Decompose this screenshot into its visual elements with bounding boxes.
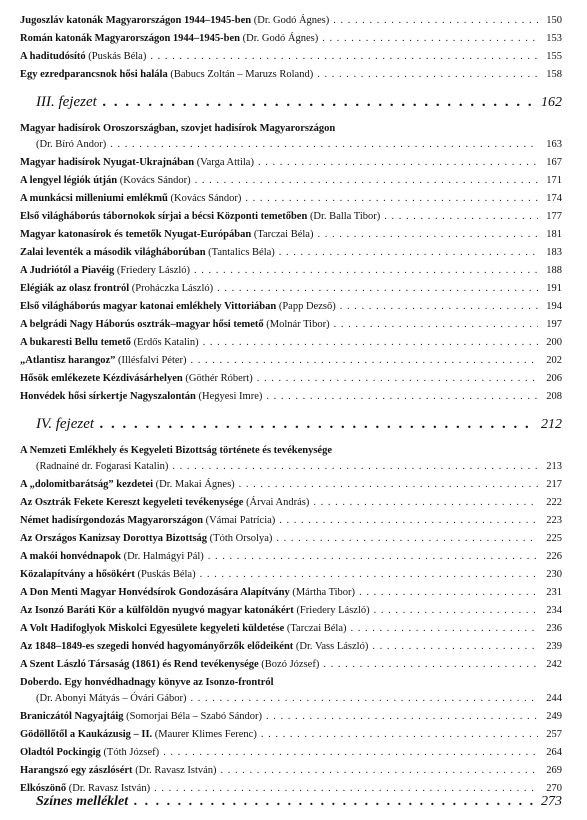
entry-page: 174 xyxy=(546,193,562,204)
entry-title: „Atlantisz harangoz” xyxy=(20,355,116,366)
entry-page: 155 xyxy=(546,51,562,62)
entry-title: Közalapítvány a hősökért xyxy=(20,569,135,580)
entry-author: (Molnár Tibor) xyxy=(263,319,330,330)
entry-page: 270 xyxy=(546,783,562,794)
entry-page: 150 xyxy=(546,15,562,26)
entry-author: (Maurer Klimes Ferenc) xyxy=(152,729,257,740)
toc-entry xyxy=(20,550,562,563)
entry-page: 194 xyxy=(546,301,562,312)
entry-title: Egy ezredparancsnok hősi halála xyxy=(20,69,168,80)
toc-entry-continuation xyxy=(36,460,562,473)
entry-title: A makói honvédnapok xyxy=(20,551,121,562)
entry-page: 217 xyxy=(546,479,562,490)
entry-title: Honvédek hősi sírkertje Nagyszalontán xyxy=(20,391,196,402)
entry-title: Román katonák Magyarországon 1944–1945-ben xyxy=(20,33,241,44)
entry-author: (Vámai Patrícia) xyxy=(202,515,276,526)
entry-author: (Erdős Katalin) xyxy=(130,337,199,348)
toc-entry xyxy=(20,568,562,581)
entry-page: 225 xyxy=(546,533,562,544)
toc-entry xyxy=(20,532,562,545)
entry-title: A Don Menti Magyar Honvédsírok Gondozására Alapítvány xyxy=(20,587,290,598)
entry-title: Első világháborús tábornokok sírjai a bécsi Központi temetőben xyxy=(20,211,308,222)
toc-entry xyxy=(20,156,562,169)
entry-page: 231 xyxy=(546,587,562,598)
toc-entry xyxy=(20,746,562,759)
toc-entry xyxy=(20,300,562,313)
toc-entry xyxy=(20,390,562,403)
appendix-heading xyxy=(36,794,562,810)
entry-author: (Puskás Béla) xyxy=(134,569,196,580)
entry-author: (Kovács Sándor) xyxy=(117,175,191,186)
entry-title: A „dolomitbarátság” kezdetei xyxy=(20,479,153,490)
toc-entry xyxy=(20,604,562,617)
entry-page: 171 xyxy=(546,175,562,186)
toc-entry xyxy=(20,14,562,27)
toc-entry xyxy=(20,264,562,277)
entry-page: 239 xyxy=(546,641,562,652)
entry-page: 153 xyxy=(546,33,562,44)
entry-page: 158 xyxy=(546,69,562,80)
entry-title: Német hadisírgondozás Magyarországon xyxy=(20,515,203,526)
chapter-page: 212 xyxy=(541,417,562,432)
entry-title: Magyar katonasírok és temetők Nyugat-Európában xyxy=(20,229,252,240)
entry-author: (Dr. Ravasz István) xyxy=(66,783,151,794)
toc-entry xyxy=(20,192,562,205)
entry-author: (Tarczai Béla) xyxy=(251,229,314,240)
entry-page: 163 xyxy=(546,139,562,150)
entry-title: A belgrádi Nagy Háborús osztrák–magyar hősi temető xyxy=(20,319,264,330)
toc-entry xyxy=(20,622,562,635)
toc-entry xyxy=(20,228,562,241)
entry-author: (Papp Dezső) xyxy=(276,301,336,312)
entry-title: Oladtól Pockingig xyxy=(20,747,101,758)
toc-entry xyxy=(20,210,562,223)
entry-author: (Tantalics Béla) xyxy=(205,247,275,258)
entry-author: (Friedery László) xyxy=(114,265,191,276)
entry-title: A Szent László Társaság (1861) és Rend tevékenysége xyxy=(20,659,259,670)
entry-title: Első világháborús magyar katonai emlékhely Vittoriában xyxy=(20,301,277,312)
toc-entry xyxy=(20,336,562,349)
toc-entry xyxy=(20,354,562,367)
entry-title: A haditudósító xyxy=(20,51,86,62)
entry-page: 208 xyxy=(546,391,562,402)
entry-title: A lengyel légiók útján xyxy=(20,175,118,186)
entry-page: 257 xyxy=(546,729,562,740)
appendix-page: 273 xyxy=(541,794,562,809)
toc-entry-continuation xyxy=(36,692,562,705)
chapter-heading xyxy=(36,94,562,111)
toc-entry xyxy=(20,50,562,63)
toc-entry xyxy=(20,764,562,777)
entry-author: (Dr. Godó Ágnes) xyxy=(240,33,319,44)
entry-title: A bukaresti Bellu temető xyxy=(20,337,131,348)
chapter-title: III. fejezet xyxy=(36,94,97,110)
toc-entry xyxy=(20,68,562,81)
chapter-page: 162 xyxy=(541,95,562,110)
entry-title: Az 1848–1849-es szegedi honvéd hagyományőrzők elődeiként xyxy=(20,641,294,652)
entry-author: (Dr. Makai Ágnes) xyxy=(153,479,235,490)
entry-page: 197 xyxy=(546,319,562,330)
entry-title: Harangszó egy zászlósért xyxy=(20,765,133,776)
entry-author: (Dr. Vass László) xyxy=(293,641,369,652)
entry-title: A Nemzeti Emlékhely és Kegyeleti Bizottság története és tevékenysége xyxy=(20,445,332,456)
entry-author: (Friedery László) xyxy=(293,605,370,616)
entry-page: 249 xyxy=(546,711,562,722)
entry-title: Braniczától Nagyajtáig xyxy=(20,711,124,722)
entry-page: 234 xyxy=(546,605,562,616)
entry-title: Magyar hadisírok Oroszországban, szovjet hadisírok Magyarországon xyxy=(20,123,336,134)
appendix-title: Színes melléklet xyxy=(36,794,129,809)
entry-author: (Varga Attila) xyxy=(194,157,254,168)
entry-author: (Dr. Halmágyi Pál) xyxy=(120,551,204,562)
entry-page: 244 xyxy=(546,693,562,704)
toc-entry xyxy=(20,122,562,135)
entry-author: (Tóth Orsolya) xyxy=(207,533,273,544)
entry-page: 236 xyxy=(546,623,562,634)
entry-title: A Volt Hadifoglyok Miskolci Egyesülete kegyeleti küldetése xyxy=(20,623,285,634)
entry-author: (Hegyesi Imre) xyxy=(195,391,263,402)
entry-author: (Puskás Béla) xyxy=(85,51,147,62)
toc-entry xyxy=(20,496,562,509)
entry-author: (Dr. Bíró Andor) xyxy=(36,139,107,150)
entry-author: (Babucs Zoltán – Maruzs Roland) xyxy=(167,69,314,80)
entry-page: 177 xyxy=(546,211,562,222)
entry-author: (Tarczai Béla) xyxy=(284,623,347,634)
entry-page: 226 xyxy=(546,551,562,562)
entry-page: 269 xyxy=(546,765,562,776)
entry-author: (Dr. Balla Tibor) xyxy=(307,211,381,222)
toc-entry xyxy=(20,318,562,331)
entry-author: (Illésfalvi Péter) xyxy=(115,355,187,366)
entry-title: A Judriótól a Piavéig xyxy=(20,265,115,276)
entry-title: Hősök emlékezete Kézdivásárhelyen xyxy=(20,373,183,384)
entry-page: 222 xyxy=(546,497,562,508)
entry-author: (Somorjai Béla – Szabó Sándor) xyxy=(123,711,263,722)
entry-author: (Bozó József) xyxy=(258,659,320,670)
entry-title: Jugoszláv katonák Magyarországon 1944–1945-ben xyxy=(20,15,252,26)
toc-entry xyxy=(20,32,562,45)
entry-author: (Proháczka László) xyxy=(129,283,214,294)
entry-page: 202 xyxy=(546,355,562,366)
entry-author: (Mártha Tibor) xyxy=(289,587,356,598)
entry-author: (Dr. Ravasz István) xyxy=(132,765,217,776)
entry-title: Gödöllőtől a Kaukázusig – II. xyxy=(20,729,153,740)
entry-author: (Göthér Róbert) xyxy=(182,373,253,384)
toc-entry xyxy=(20,676,562,689)
entry-title: Az Isonzó Baráti Kör a külföldön nyugvó magyar katonákért xyxy=(20,605,294,616)
entry-page: 181 xyxy=(546,229,562,240)
entry-page: 183 xyxy=(546,247,562,258)
entry-title: Elkószönő xyxy=(20,783,67,794)
toc-entry xyxy=(20,444,562,457)
entry-title: Doberdo. Egy honvédhadnagy könyve az Isonzo-frontról xyxy=(20,677,274,688)
entry-author: (Kovács Sándor) xyxy=(167,193,242,204)
entry-title: Az Osztrák Fekete Kereszt kegyeleti tevékenysége xyxy=(20,497,244,508)
toc-entry-continuation xyxy=(36,138,562,151)
entry-page: 200 xyxy=(546,337,562,348)
entry-title: Az Országos Kanizsay Dorottya Bizottság xyxy=(20,533,208,544)
toc-entry xyxy=(20,174,562,187)
entry-title: Zalai leventék a második világháborúban xyxy=(20,247,206,258)
toc-entry xyxy=(20,586,562,599)
chapter-heading xyxy=(36,416,562,433)
toc-entry xyxy=(20,640,562,653)
entry-page: 264 xyxy=(546,747,562,758)
entry-author: (Tóth József) xyxy=(100,747,160,758)
toc-entry xyxy=(20,728,562,741)
entry-author: (Radnainé dr. Fogarasi Katalin) xyxy=(36,461,169,472)
toc-entry xyxy=(20,246,562,259)
entry-page: 188 xyxy=(546,265,562,276)
entry-title: Elégiák az olasz frontról xyxy=(20,283,130,294)
entry-page: 167 xyxy=(546,157,562,168)
entry-page: 223 xyxy=(546,515,562,526)
toc-entry xyxy=(20,282,562,295)
toc-entry xyxy=(20,478,562,491)
toc-entry xyxy=(20,514,562,527)
toc-entry xyxy=(20,372,562,385)
toc-entry xyxy=(20,658,562,671)
toc-entry xyxy=(20,710,562,723)
entry-author: (Dr. Godó Ágnes) xyxy=(251,15,330,26)
entry-title: Magyar hadisírok Nyugat-Ukrajnában xyxy=(20,157,195,168)
entry-page: 230 xyxy=(546,569,562,580)
entry-author: (Dr. Abonyi Mátyás – Óvári Gábor) xyxy=(36,693,187,704)
entry-page: 206 xyxy=(546,373,562,384)
chapter-title: IV. fejezet xyxy=(36,416,95,432)
entry-title: A munkácsi milleniumi emlékmű xyxy=(20,193,168,204)
entry-author: (Árvai András) xyxy=(243,497,310,508)
entry-page: 242 xyxy=(546,659,562,670)
entry-page: 191 xyxy=(546,283,562,294)
entry-page: 213 xyxy=(546,461,562,472)
